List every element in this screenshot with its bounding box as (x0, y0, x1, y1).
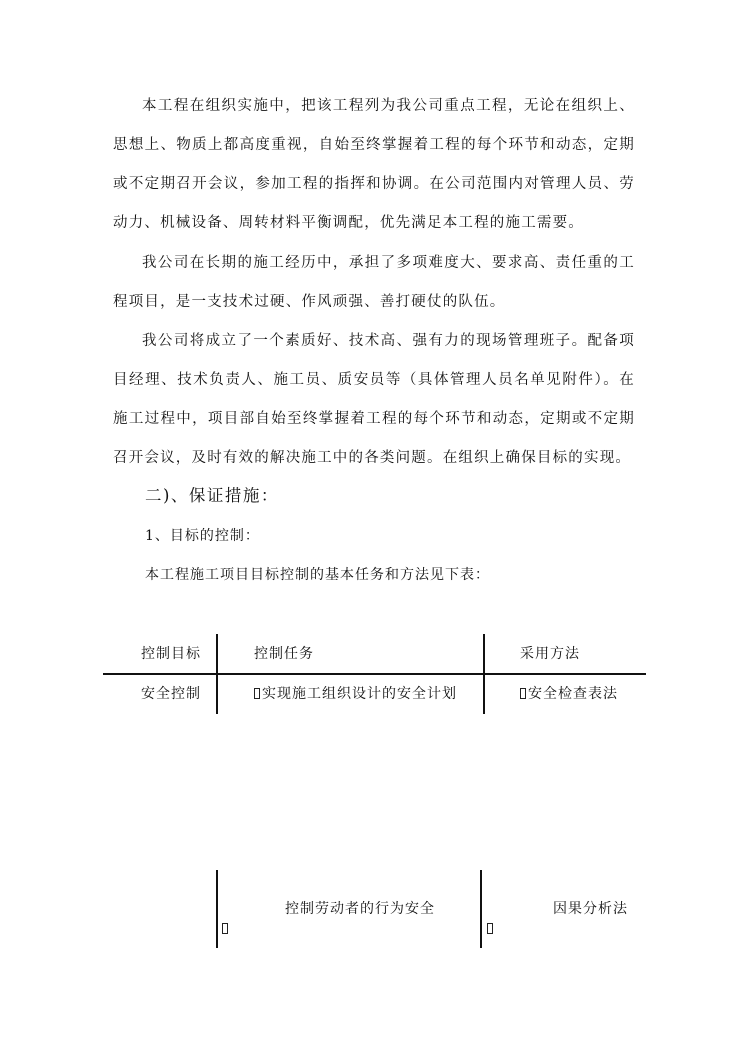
missing-glyph-icon (520, 688, 526, 699)
table-column-divider (480, 870, 482, 948)
table-cell-task: 控制劳动者的行为安全 (285, 901, 435, 917)
section-heading: 二)、保证措施： (145, 486, 279, 505)
table-cell-method (520, 684, 618, 704)
table-cell-task (254, 684, 457, 704)
table-intro: 本工程施工项目目标控制的基本任务和方法见下表： (145, 567, 490, 583)
table-header-rule (103, 673, 646, 675)
missing-glyph-icon (487, 923, 493, 934)
table-header-method: 采用方法 (520, 646, 580, 662)
table-header-task: 控制任务 (254, 646, 314, 662)
table-cell-method: 因果分析法 (553, 901, 628, 917)
paragraph-3: 我公司将成立了一个素质好、技术高、强有力的现场管理班子。配备项目经理、技术负责人、施工员、质安员等（具体管理人员名单见附件）。在施工过程中，项目部自始至终掌握着工程的每个环节和动态，定期或不定期召开会议，及时有效的解决施工中的各类问题。在组织上确保目标的实现。 (113, 333, 635, 466)
missing-glyph-icon (254, 688, 260, 699)
missing-glyph-icon (222, 923, 228, 934)
table-cell-method-text: 安全检查表法 (528, 686, 618, 702)
table-cell-target: 安全控制 (141, 686, 201, 702)
subsection-heading: 1、目标的控制： (145, 528, 260, 544)
paragraph-1: 本工程在组织实施中，把该工程列为我公司重点工程，无论在组织上、思想上、物质上都高度重视，自始至终掌握着工程的每个环节和动态，定期或不定期召开会议，参加工程的指挥和协调。在公司范围内对管理人员、劳动力、机械设备、周转材料平衡调配，优先满足本工程的施工需要。 (113, 98, 635, 231)
table-header-target: 控制目标 (141, 646, 201, 662)
table-column-divider (216, 870, 218, 948)
paragraph-2: 我公司在长期的施工经历中，承担了多项难度大、要求高、责任重的工程项目，是一支技术过硬、作风顽强、善打硬仗的队伍。 (113, 255, 635, 310)
table-cell-task-text: 实现施工组织设计的安全计划 (262, 686, 457, 702)
